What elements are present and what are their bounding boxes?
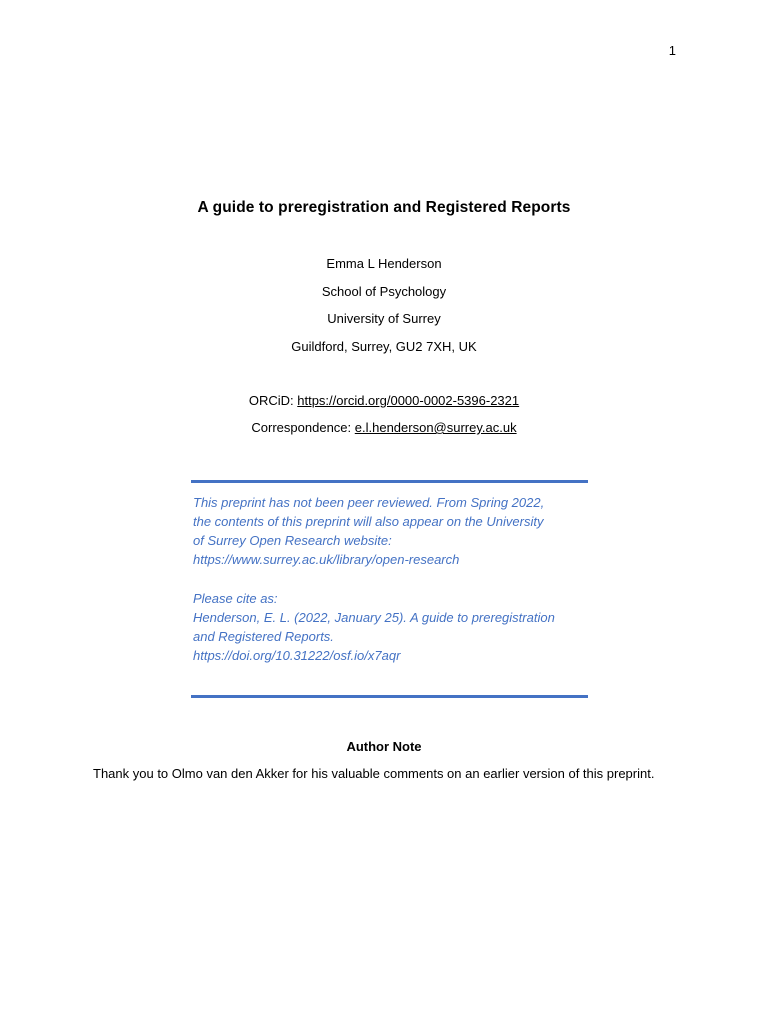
notice-line: the contents of this preprint will also appear on the University bbox=[193, 514, 544, 529]
email-link[interactable]: e.l.henderson@surrey.ac.uk bbox=[354, 420, 517, 435]
preprint-notice-box bbox=[191, 480, 588, 698]
author-name: Emma L Henderson bbox=[326, 256, 442, 271]
author-address: Guildford, Surrey, GU2 7XH, UK bbox=[291, 339, 477, 354]
orcid-link[interactable]: https://orcid.org/0000-0002-5396-2321 bbox=[297, 393, 520, 408]
orcid-line bbox=[0, 393, 768, 409]
citation-line: and Registered Reports. bbox=[193, 629, 334, 644]
correspondence-line bbox=[0, 420, 768, 436]
citation-line: Henderson, E. L. (2022, January 25). A guide to preregistration bbox=[193, 610, 555, 625]
page-number: 1 bbox=[668, 43, 676, 58]
author-institution: University of Surrey bbox=[327, 311, 441, 326]
notice-line: of Surrey Open Research website: bbox=[193, 533, 392, 548]
orcid-label: ORCiD: bbox=[248, 393, 294, 408]
author-note-heading: Author Note bbox=[346, 739, 422, 754]
notice-line: This preprint has not been peer reviewed. From Spring 2022, bbox=[193, 495, 545, 510]
document-title: A guide to preregistration and Registered Reports bbox=[197, 199, 571, 216]
correspondence-label: Correspondence: bbox=[251, 420, 352, 435]
author-department: School of Psychology bbox=[321, 284, 447, 299]
cite-heading: Please cite as: bbox=[193, 591, 278, 606]
doi-link[interactable]: https://doi.org/10.31222/osf.io/x7aqr bbox=[193, 648, 401, 663]
author-note-text: Thank you to Olmo van den Akker for his valuable comments on an earlier version of this preprint. bbox=[93, 766, 655, 781]
open-research-link[interactable]: https://www.surrey.ac.uk/library/open-research bbox=[193, 552, 460, 567]
